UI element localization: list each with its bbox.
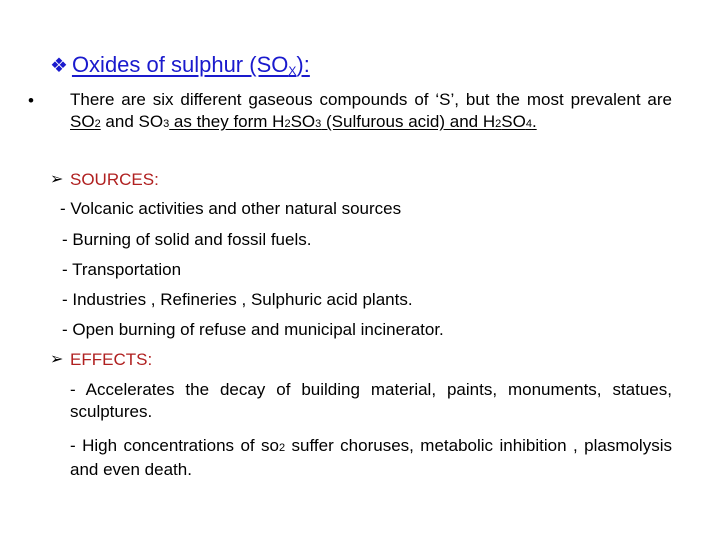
title-text: Oxides of sulphur $(SO_X)$: xyxy=(71,52,310,78)
source-item: - Burning of solid and fossil fuels. xyxy=(62,230,312,249)
effects-heading: EFFECTS: xyxy=(70,350,153,369)
effect-item: - High concentrations of so2 suffer choruses, metabolic inhibition , plasmolysis and even death. xyxy=(70,436,672,479)
diamond-bullet-icon: ❖ xyxy=(50,55,68,77)
round-bullet-icon: • xyxy=(28,91,34,110)
intro-paragraph: There are six different gaseous compounds of ‘S’, but the most prevalent are SO2 and SO3 as they form H2SO3 (Sulfurous acid) and H2SO4. xyxy=(70,90,672,131)
sources-heading: SOURCES: xyxy=(70,170,159,189)
arrow-bullet-icon: ➢ xyxy=(50,351,64,368)
arrow-bullet-icon: ➢ xyxy=(50,171,64,188)
source-item: - Industries , Refineries , Sulphuric acid plants. xyxy=(62,290,413,309)
effect-item: - Accelerates the decay of building material, paints, monuments, statues, sculptures. xyxy=(70,380,672,421)
source-item: - Open burning of refuse and municipal incinerator. xyxy=(62,320,444,339)
source-item: - Volcanic activities and other natural sources xyxy=(60,199,402,218)
source-item: - Transportation xyxy=(62,260,182,279)
slide-title xyxy=(50,52,310,78)
